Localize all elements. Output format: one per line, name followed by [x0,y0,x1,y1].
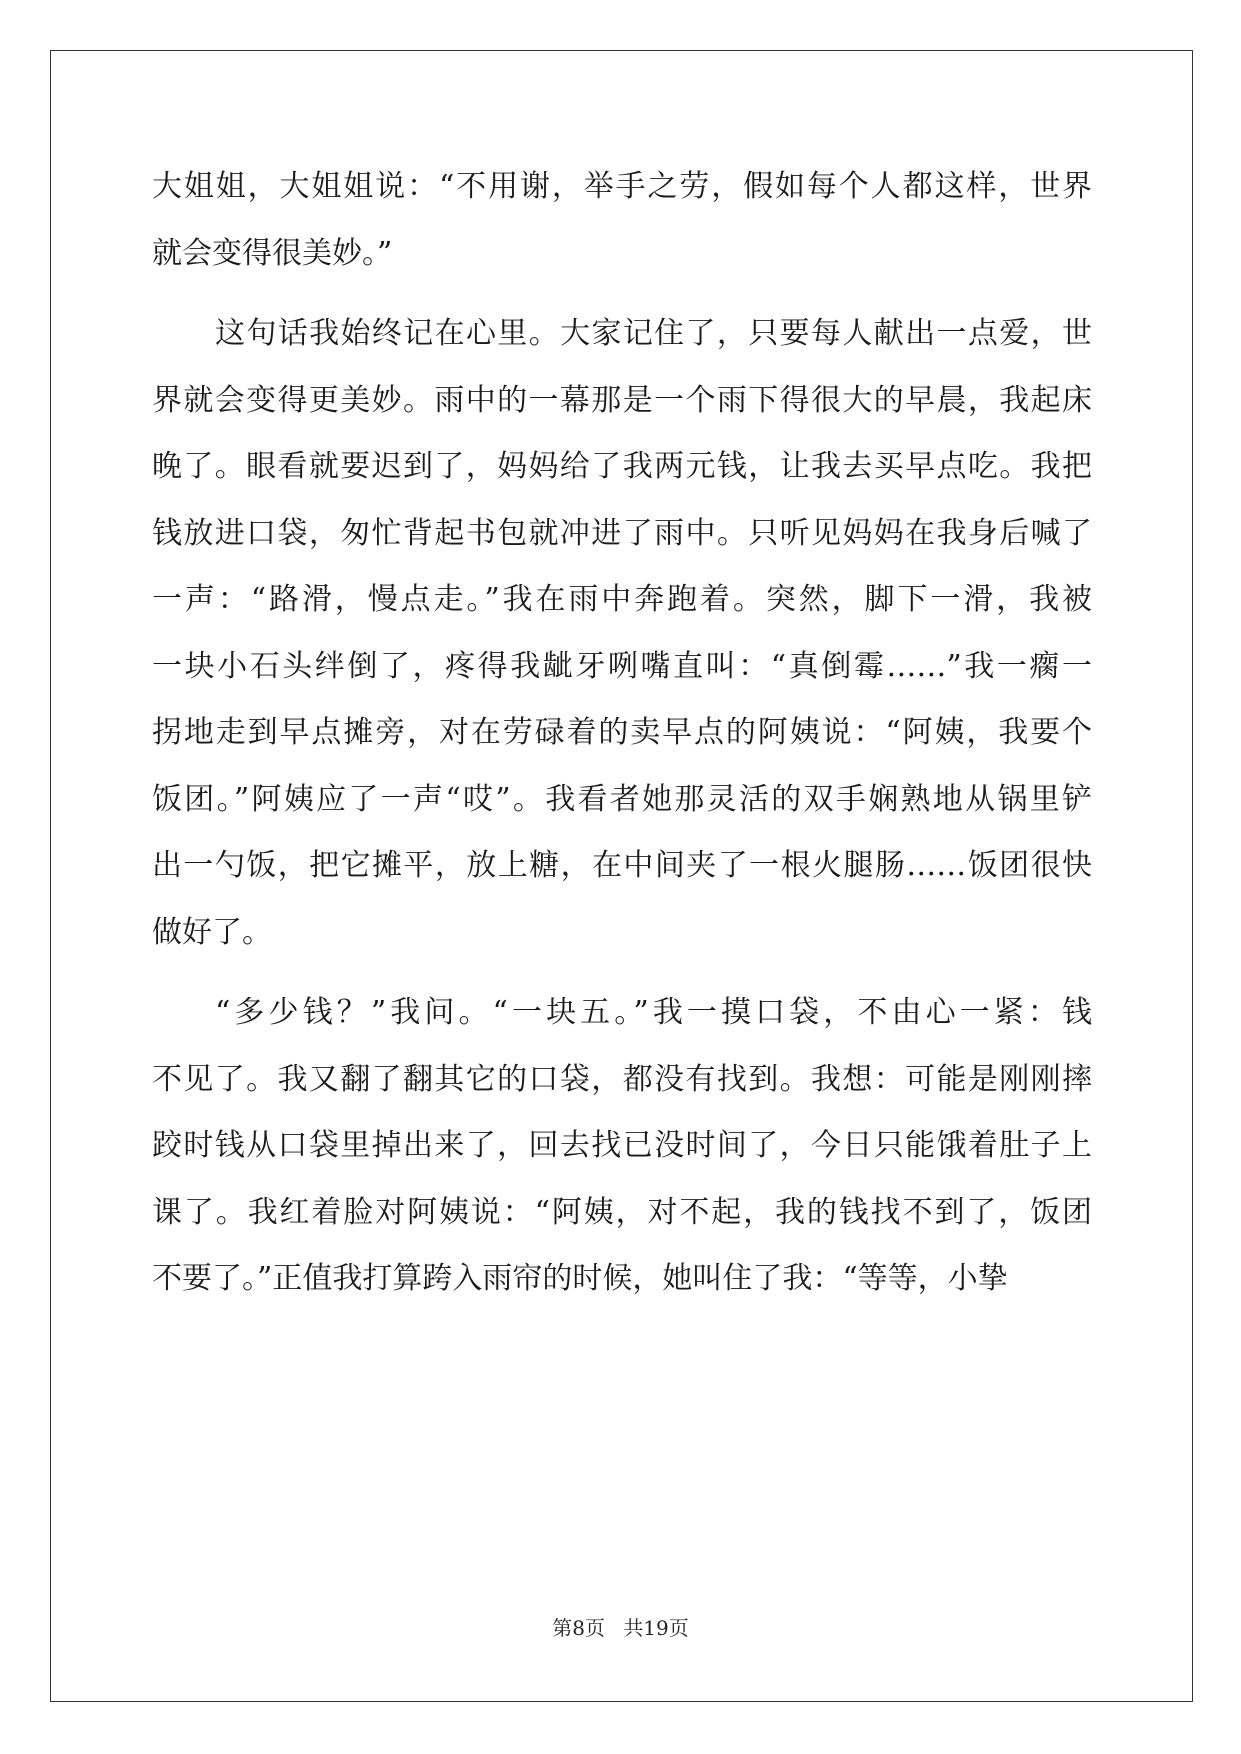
text-line: 课了。我红着脸对阿姨说：“阿姨，对不起，我的钱找不到了，饭团 [152,1194,1092,1230]
total-pages: 共19页 [623,1616,689,1640]
paragraph [152,986,1092,1319]
paragraph-gap [152,293,1092,307]
text-line: 界就会变得更美妙。雨中的一幕那是一个雨下得很大的早晨，我起床 [152,382,1092,418]
text-line: 一声：“路滑，慢点走。”我在雨中奔跑着。突然，脚下一滑，我被 [152,582,1092,617]
paragraph-gap [152,972,1092,986]
text-line: 钱放进口袋，匆忙背起书包就冲进了雨中。只听见妈妈在我身后喊了 [152,515,1092,551]
text-line: 这句话我始终记在心里。大家记住了，只要每人献出一点爱，世 [215,316,1092,351]
text-line: 大姐姐，大姐姐说：“不用谢，举手之劳，假如每个人都这样，世界 [152,169,1092,204]
page-footer [0,1612,1241,1641]
text-line: 不见了。我又翻了翻其它的口袋，都没有找到。我想：可能是刚刚摔 [152,1061,1092,1097]
paragraph [152,160,1092,293]
page-number: 第8页 [552,1616,605,1640]
text-line: 做好了。 [152,914,272,950]
text-line: 拐地走到早点摊旁，对在劳碌着的卖早点的阿姨说：“阿姨，我要个 [152,715,1092,750]
document-body [152,160,1092,1319]
text-line: 饭团。”阿姨应了一声“哎”。我看者她那灵活的双手娴熟地从锅里铲 [152,781,1092,817]
text-line: “多少钱？”我问。“一块五。”我一摸口袋，不由心一紧：钱 [215,995,1092,1030]
text-line: 就会变得很美妙。” [152,235,393,271]
text-line: 跤时钱从口袋里掉出来了，回去找已没时间了，今日只能饿着肚子上 [152,1128,1092,1163]
paragraph [152,307,1092,972]
text-line: 不要了。”正值我打算跨入雨帘的时候，她叫住了我：“等等，小挚 [152,1261,1008,1296]
text-line: 出一勺饭，把它摊平，放上糖，在中间夹了一根火腿肠……饭团很快 [152,848,1092,883]
text-line: 晚了。眼看就要迟到了，妈妈给了我两元钱，让我去买早点吃。我把 [152,449,1092,484]
text-line: 一块小石头绊倒了，疼得我龇牙咧嘴直叫：“真倒霉……”我一瘸一 [152,648,1092,684]
